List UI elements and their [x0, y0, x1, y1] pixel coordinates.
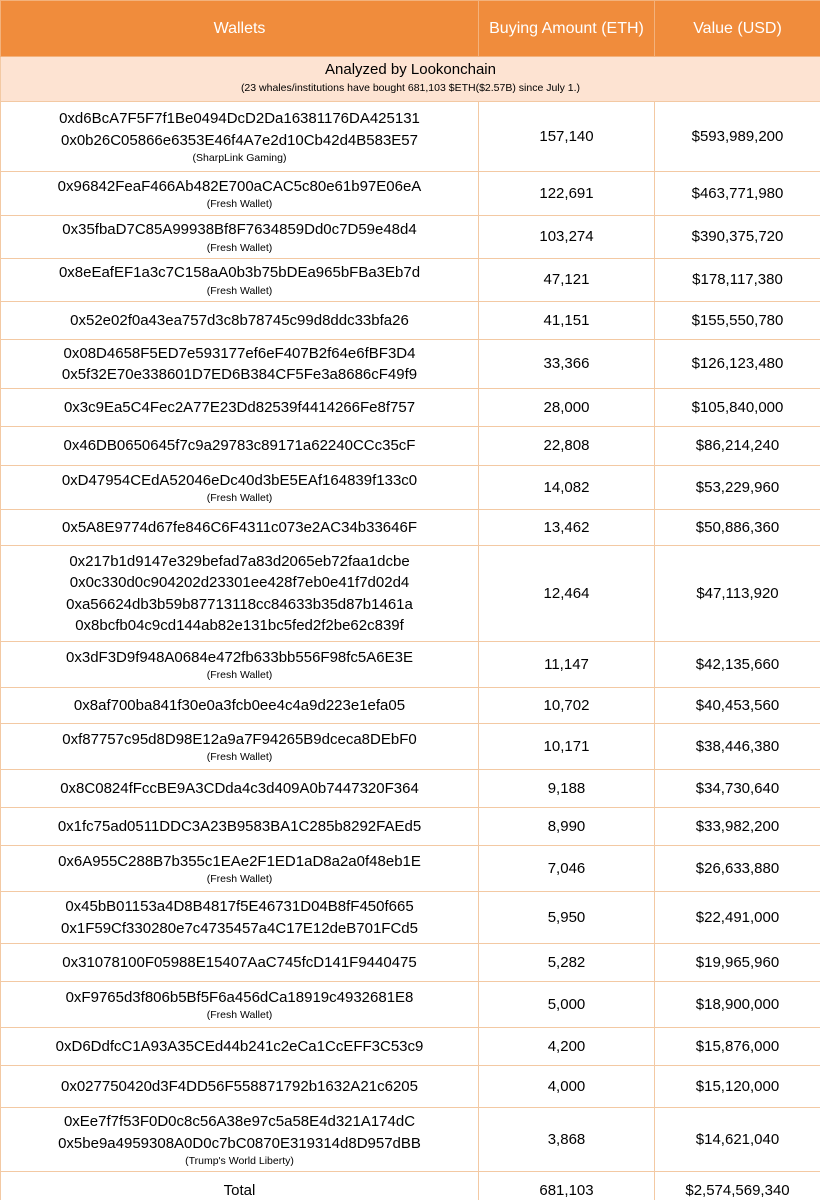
banner-title: Analyzed by Lookonchain: [325, 61, 496, 78]
buying-amount-cell: 22,808: [479, 427, 655, 466]
buying-amount-cell: 10,702: [479, 688, 655, 724]
buying-amount-cell: 5,000: [479, 982, 655, 1028]
wallet-address: 0x3c9Ea5C4Fec2A77E23Dd82539f4414266Fe8f757: [63, 398, 416, 416]
wallet-address: 0x0c330d0c904202d23301ee428f7eb0e41f7d02d4: [69, 574, 410, 591]
wallet-tag: (Trump's World Liberty): [185, 1155, 294, 1167]
buying-amount-cell: 14,082: [479, 466, 655, 510]
total-label: Total: [1, 1172, 479, 1200]
buying-amount-cell: 5,282: [479, 944, 655, 982]
wallet-address: 0xD6DdfcC1A93A35CEd44b241c2eCa1CcEFF3C53c9: [55, 1037, 424, 1055]
table-row: [1, 1028, 820, 1066]
wallet-address: 0x5f32E70e338601D7ED6B384CF5Fe3a8686cF49f9: [61, 366, 418, 383]
wallet-cell: [1, 259, 479, 302]
value-cell: $40,453,560: [655, 688, 820, 724]
table-row: [1, 1108, 820, 1172]
wallet-address: 0x027750420d3F4DD56F558871792b1632A21c6205: [61, 1077, 418, 1095]
value-cell: $42,135,660: [655, 642, 820, 688]
buying-amount-cell: 13,462: [479, 510, 655, 546]
wallet-cell: [1, 546, 479, 642]
table-row: [1, 724, 820, 770]
buying-amount-cell: 7,046: [479, 846, 655, 892]
wallet-cell: [1, 1108, 479, 1172]
table-row: [1, 466, 820, 510]
wallets-column-header: Wallets: [1, 1, 479, 57]
wallet-address: 0x8bcfb04c9cd144ab82e131bc5fed2f2be62c839f: [75, 617, 404, 634]
buying-amount-cell: 4,200: [479, 1028, 655, 1066]
value-cell: $14,621,040: [655, 1108, 820, 1172]
value-cell: $18,900,000: [655, 982, 820, 1028]
value-cell: $15,120,000: [655, 1066, 820, 1108]
buying-amount-cell: 12,464: [479, 546, 655, 642]
table-row: [1, 427, 820, 466]
buying-amount-cell: 103,274: [479, 216, 655, 259]
buying-amount-cell: 11,147: [479, 642, 655, 688]
wallet-tag: (Fresh Wallet): [206, 873, 273, 886]
wallet-address: 0xF9765d3f806b5Bf5F6a456dCa18919c4932681E8: [65, 988, 414, 1006]
wallet-address: 0x8af700ba841f30e0a3fcb0ee4c4a9d223e1efa05: [73, 696, 406, 714]
wallet-address: 0xa56624db3b59b87713118cc84633b35d87b1461a: [66, 595, 413, 613]
value-cell: $86,214,240: [655, 427, 820, 466]
wallet-address: 0x217b1d9147e329befad7a83d2065eb72faa1dcbe: [69, 552, 410, 570]
wallet-tag: (SharpLink Gaming): [192, 152, 287, 164]
table-row: [1, 982, 820, 1028]
wallet-cell: [1, 427, 479, 466]
banner-subtitle: (23 whales/institutions have bought 681,103 $ETH($2.57B) since July 1.): [240, 82, 581, 94]
value-cell: $463,771,980: [655, 172, 820, 216]
value-cell: $53,229,960: [655, 466, 820, 510]
buying-amount-cell: 41,151: [479, 302, 655, 340]
table-row: [1, 302, 820, 340]
wallet-tag: (Fresh Wallet): [206, 198, 273, 211]
wallet-tag: (Fresh Wallet): [206, 751, 273, 764]
table-row: [1, 340, 820, 389]
wallet-tag: (Fresh Wallet): [206, 1009, 273, 1022]
wallet-cell: [1, 1028, 479, 1066]
value-cell: $593,989,200: [655, 102, 820, 172]
wallet-cell: [1, 216, 479, 259]
wallet-tag: (Fresh Wallet): [206, 241, 273, 254]
buying-amount-cell: 10,171: [479, 724, 655, 770]
wallet-cell: [1, 944, 479, 982]
buying-amount-column-header: Buying Amount (ETH): [479, 1, 655, 57]
table-body: [1, 57, 820, 1172]
table-row: [1, 546, 820, 642]
value-cell: $38,446,380: [655, 724, 820, 770]
buying-amount-cell: 4,000: [479, 1066, 655, 1108]
wallet-address: 0xD47954CEdA52046eDc40d3bE5EAf164839f133c0: [61, 471, 418, 489]
wallet-cell: [1, 389, 479, 427]
value-cell: $26,633,880: [655, 846, 820, 892]
wallet-cell: [1, 892, 479, 944]
wallet-address: 0x46DB0650645f7c9a29783c89171a62240CCc35cF: [63, 437, 416, 455]
table-row: [1, 770, 820, 808]
buying-amount-cell: 33,366: [479, 340, 655, 389]
total-row: [1, 1172, 820, 1200]
value-cell: $19,965,960: [655, 944, 820, 982]
wallet-address: 0x35fbaD7C85A99938Bf8F7634859Dd0c7D59e48d4: [62, 221, 417, 239]
wallet-address: 0xd6BcA7F5F7f1Be0494DcD2Da16381176DA425131: [59, 110, 420, 127]
wallet-cell: [1, 846, 479, 892]
wallet-cell: [1, 510, 479, 546]
buying-amount-cell: 5,950: [479, 892, 655, 944]
wallet-address: 0x8C0824fFccBE9A3CDda4c3d409A0b7447320F364: [60, 779, 419, 797]
value-cell: $178,117,380: [655, 259, 820, 302]
table-row: [1, 216, 820, 259]
value-cell: $47,113,920: [655, 546, 820, 642]
table-row: [1, 389, 820, 427]
value-cell: $155,550,780: [655, 302, 820, 340]
wallet-tag: (Fresh Wallet): [206, 492, 273, 505]
table-row: [1, 510, 820, 546]
value-cell: $390,375,720: [655, 216, 820, 259]
wallet-cell: [1, 642, 479, 688]
buying-amount-cell: 3,868: [479, 1108, 655, 1172]
wallet-address: 0x5be9a4959308A0D0c7bC0870E319314d8D957dBB: [58, 1134, 421, 1152]
table-row: [1, 688, 820, 724]
table-row: [1, 1066, 820, 1108]
table-row: [1, 808, 820, 846]
wallet-address: 0x6A955C288B7b355c1EAe2F1ED1aD8a2a0f48eb1E: [58, 852, 421, 870]
value-cell: $33,982,200: [655, 808, 820, 846]
value-cell: $126,123,480: [655, 340, 820, 389]
value-cell: $105,840,000: [655, 389, 820, 427]
analysis-banner: [1, 57, 820, 102]
table-row: [1, 846, 820, 892]
wallet-address: 0x45bB01153a4D8B4817f5E46731D04B8fF450f665: [65, 898, 414, 915]
buying-amount-cell: 122,691: [479, 172, 655, 216]
value-cell: $34,730,640: [655, 770, 820, 808]
wallet-address: 0x3dF3D9f948A0684e472fb633bb556F98fc5A6E3E: [66, 648, 413, 666]
buying-amount-cell: 47,121: [479, 259, 655, 302]
value-cell: $15,876,000: [655, 1028, 820, 1066]
value-cell: $22,491,000: [655, 892, 820, 944]
wallet-cell: [1, 172, 479, 216]
value-column-header: Value (USD): [655, 1, 820, 57]
value-cell: $50,886,360: [655, 510, 820, 546]
wallet-address: 0x08D4658F5ED7e593177ef6eF407B2f64e6fBF3D4: [63, 344, 416, 362]
wallet-address: 0x96842FeaF466Ab482E700aCAC5c80e61b97E06eA: [57, 177, 422, 195]
wallet-address: 0x31078100F05988E15407AaC745fcD141F9440475: [62, 953, 417, 971]
wallet-address: 0x1F59Cf330280e7c4735457a4C17E12deB701FCd5: [61, 919, 418, 937]
buying-amount-cell: 8,990: [479, 808, 655, 846]
wallet-cell: [1, 688, 479, 724]
table-row: [1, 172, 820, 216]
wallet-cell: [1, 982, 479, 1028]
total-amount: 681,103: [479, 1172, 655, 1200]
buying-amount-cell: 157,140: [479, 102, 655, 172]
wallet-address: 0x1fc75ad0511DDC3A23B9583BA1C285b8292FAEd5: [57, 817, 422, 835]
table-row: [1, 944, 820, 982]
wallet-tag: (Fresh Wallet): [206, 669, 273, 682]
table-row: [1, 259, 820, 302]
banner-cell: [1, 57, 820, 102]
wallet-address: 0x5A8E9774d67fe846C6F4311c073e2AC34b33646F: [61, 518, 417, 536]
buying-amount-cell: 9,188: [479, 770, 655, 808]
buying-amount-cell: 28,000: [479, 389, 655, 427]
wallet-cell: [1, 302, 479, 340]
wallet-cell: [1, 770, 479, 808]
wallet-address: 0x8eEafEF1a3c7C158aA0b3b75bDEa965bFBa3Eb7d: [58, 264, 421, 282]
table-row: [1, 642, 820, 688]
wallet-address: 0xEe7f7f53F0D0c8c56A38e97c5a58E4d321A174dC: [63, 1113, 416, 1130]
table-row: [1, 892, 820, 944]
wallet-address: 0x0b26C05866e6353E46f4A7e2d10Cb42d4B583E57: [61, 131, 418, 149]
wallet-cell: [1, 724, 479, 770]
wallet-cell: [1, 808, 479, 846]
wallet-tag: (Fresh Wallet): [206, 284, 273, 297]
header-row: [1, 1, 820, 57]
wallet-cell: [1, 102, 479, 172]
wallet-address: 0x52e02f0a43ea757d3c8b78745c99d8ddc33bfa26: [70, 311, 409, 329]
wallet-cell: [1, 466, 479, 510]
total-value: $2,574,569,340: [655, 1172, 820, 1200]
wallet-cell: [1, 1066, 479, 1108]
wallet-address: 0xf87757c95d8D98E12a9a7F94265B9dceca8DEbF0: [62, 730, 417, 748]
wallet-cell: [1, 340, 479, 389]
table-row: [1, 102, 820, 172]
